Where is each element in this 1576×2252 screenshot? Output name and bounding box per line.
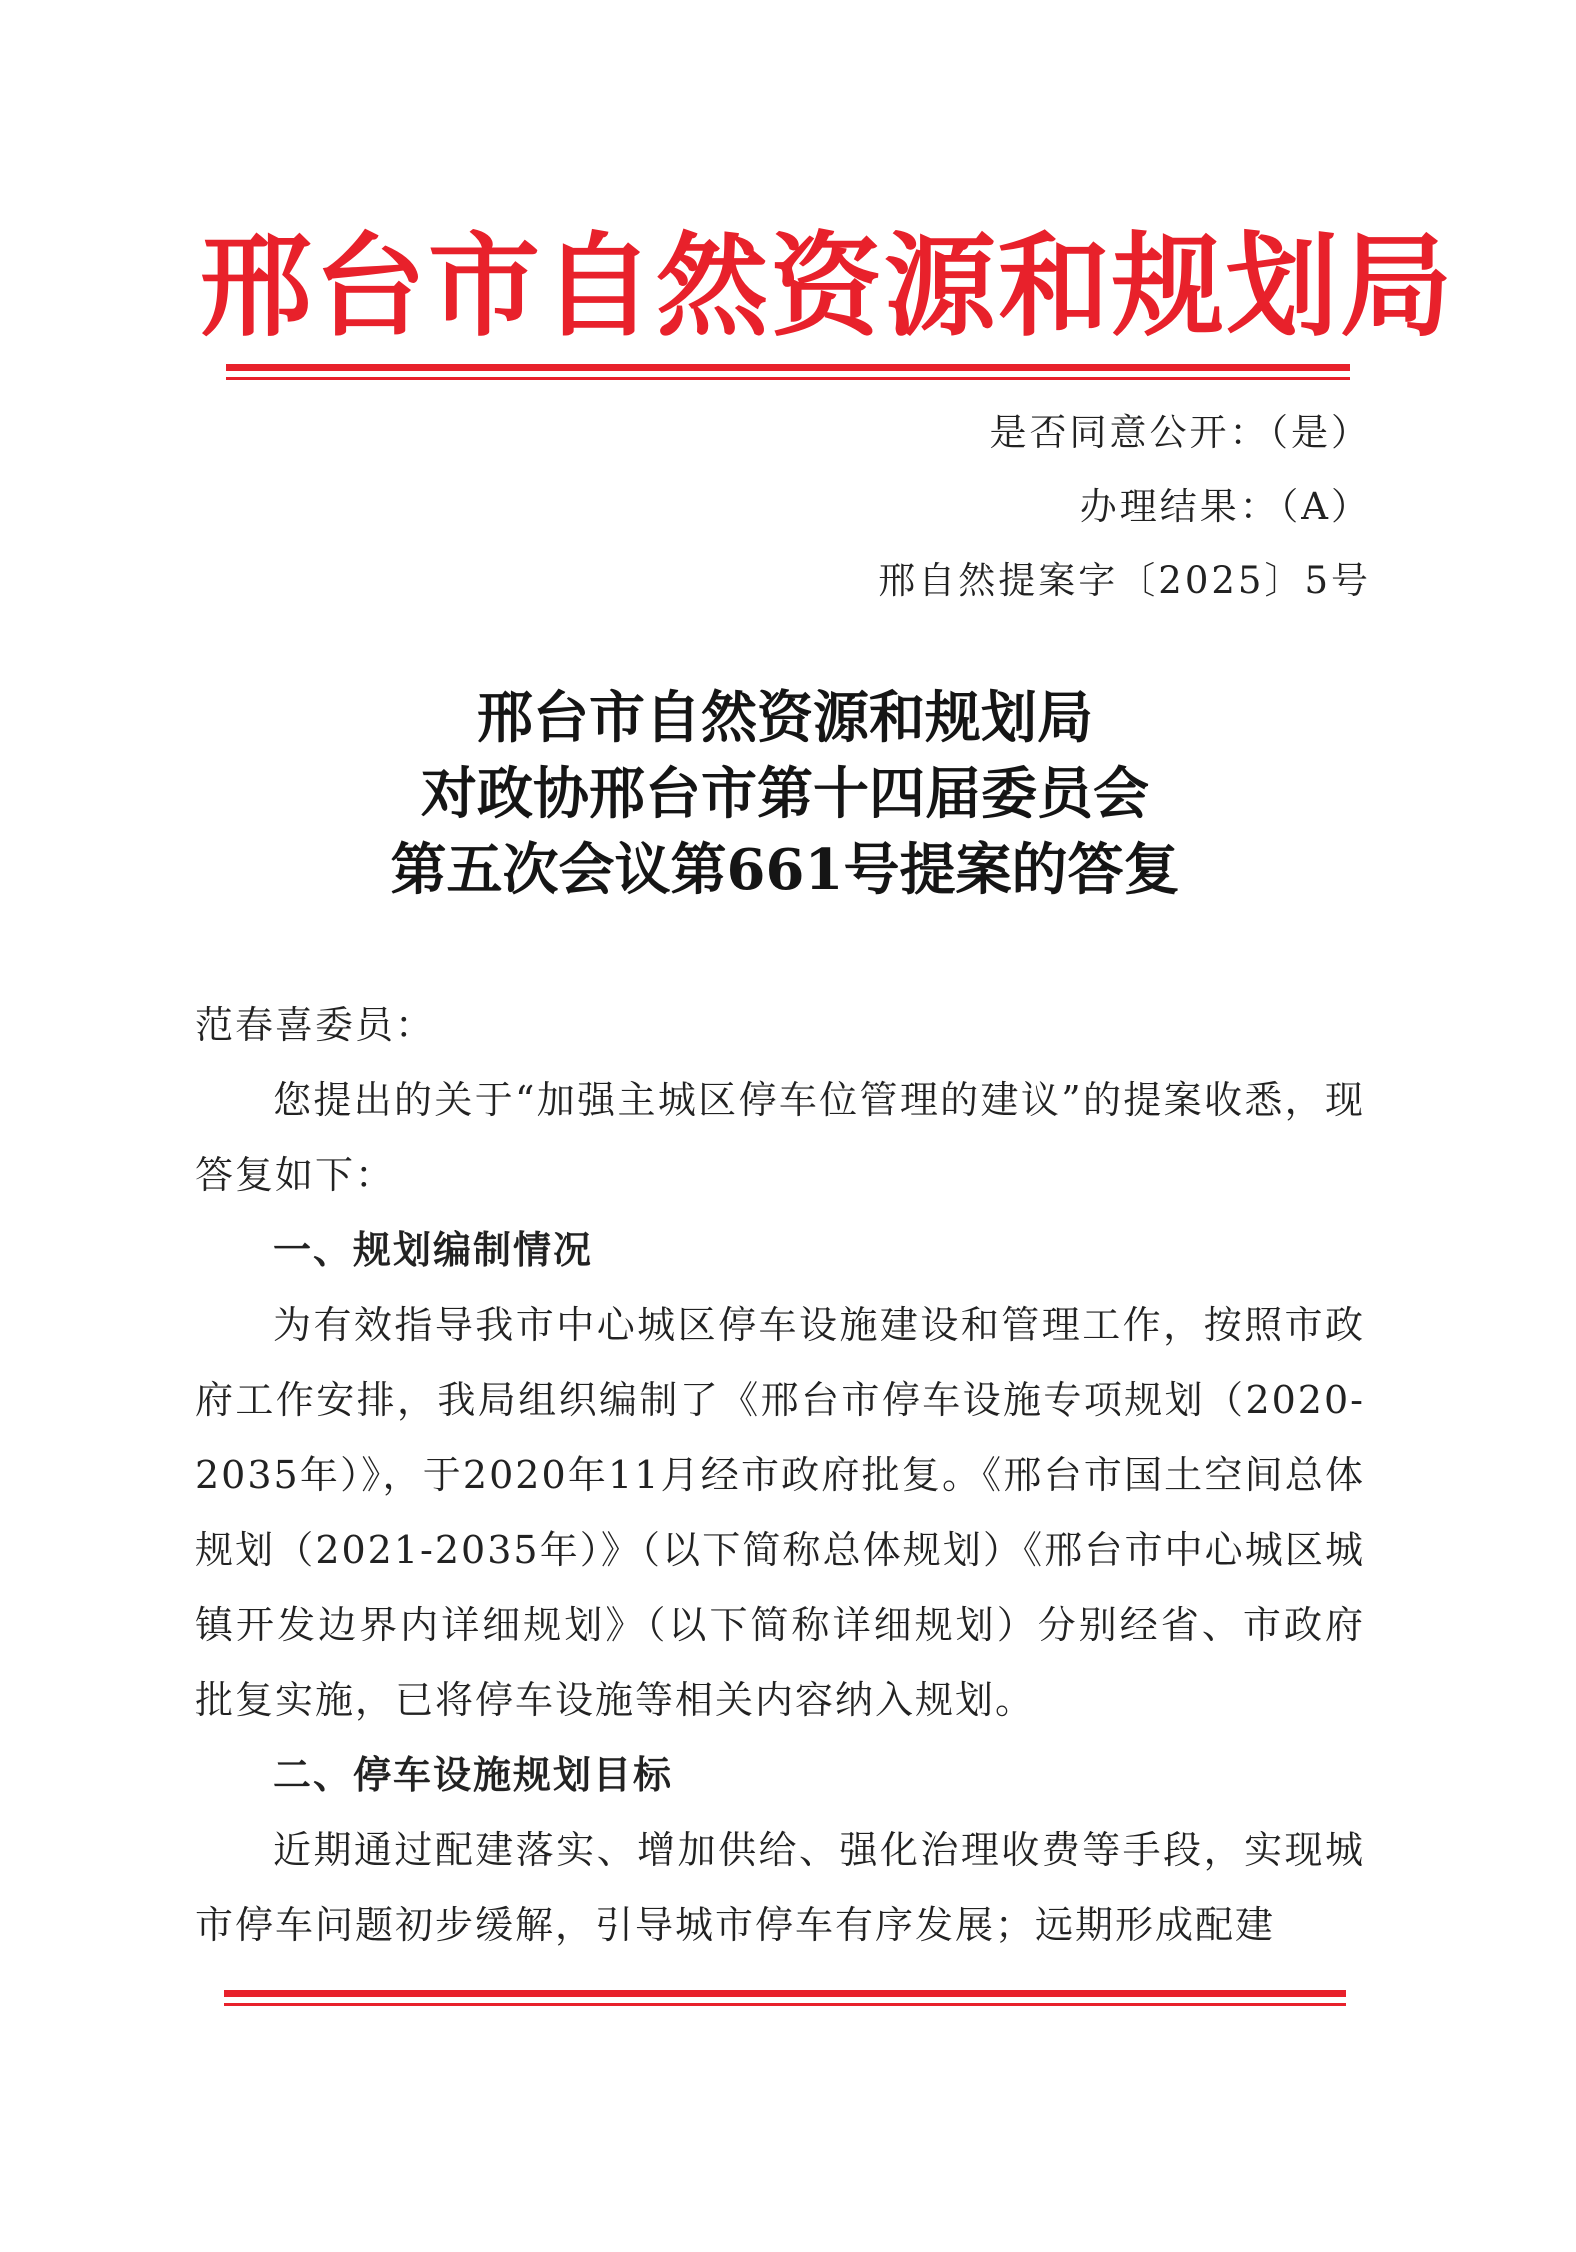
masthead-org-name: 邢台市自然资源和规划局 <box>200 222 1454 352</box>
red-divider-top <box>226 364 1350 380</box>
title-line-3: 第五次会议第661号提案的答复 <box>390 837 1180 903</box>
section-2-heading: 二、停车设施规划目标 <box>273 1753 674 1797</box>
title-line-1: 邢台市自然资源和规划局 <box>477 685 1093 751</box>
red-divider-bottom <box>224 1990 1346 2006</box>
section-2-paragraph: 近期通过配建落实、增加供给、强化治理收费等手段，实现城市停车问题初步缓解，引导城市停车有序发展；远期形成配建 <box>195 1828 1365 1947</box>
document-body <box>195 988 1365 1963</box>
title-line-2: 对政协邢台市第十四届委员会 <box>421 761 1149 827</box>
section-1-paragraph: 为有效指导我市中心城区停车设施建设和管理工作，按照市政府工作安排，我局组织编制了《邢台市停车设施专项规划（2020-2035年）》，于2020年11月经市政府批复。《邢台市国土空间总体规划（2021-2035年）》（以下简称总体规划）《邢台市中心城区城镇开发边界内详细规划》（以下简称详细规划）分别经省、市政府批复实施，已将停车设施等相关内容纳入规划。 <box>195 1303 1365 1722</box>
disclosure-status: 是否同意公开：（是） <box>989 411 1371 454</box>
handling-result: 办理结果：（A） <box>1079 485 1371 528</box>
document-number: 邢自然提案字〔2025〕5号 <box>878 559 1371 602</box>
document-title <box>200 680 1370 908</box>
section-1-heading: 一、规划编制情况 <box>273 1228 594 1272</box>
salutation: 范春喜委员： <box>195 1003 436 1047</box>
intro-paragraph: 您提出的关于“加强主城区停车位管理的建议”的提案收悉，现答复如下： <box>195 1078 1365 1197</box>
